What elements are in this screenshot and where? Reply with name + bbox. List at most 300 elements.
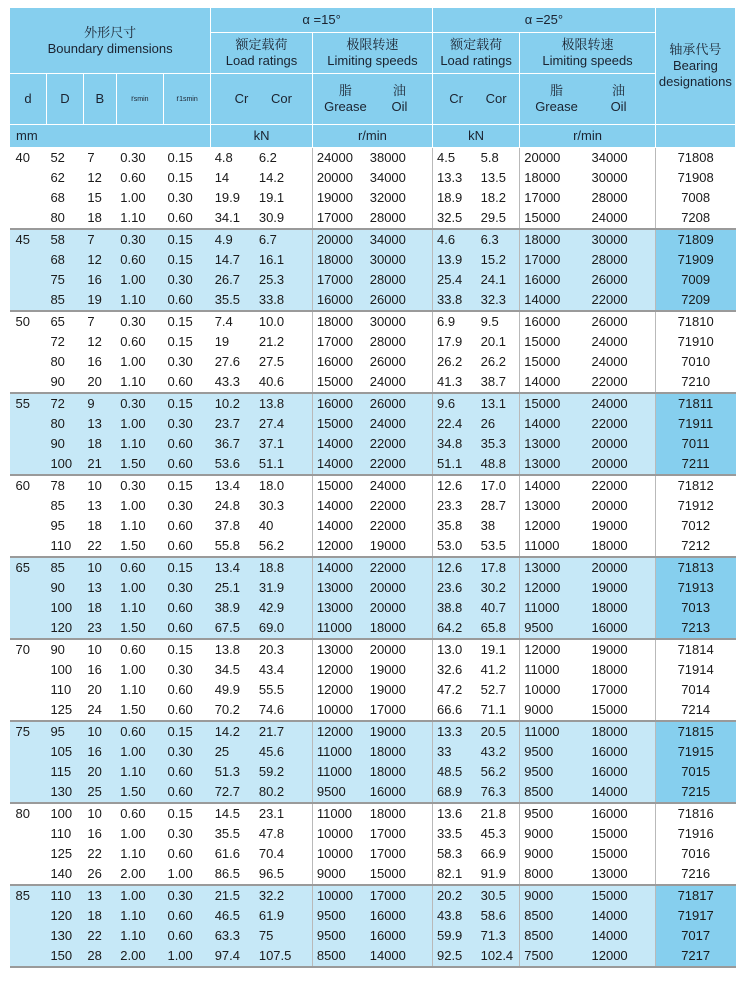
cell-oil25: 17000 (588, 680, 656, 700)
cell-cr25: 4.5 (432, 148, 476, 169)
cell-cr25: 20.2 (432, 885, 476, 906)
cell-oil25: 20000 (588, 454, 656, 475)
cell-bore-d (10, 864, 47, 885)
cell-cr25: 13.3 (432, 721, 476, 742)
cell-cor25: 20.1 (477, 332, 520, 352)
cell-oil15: 30000 (366, 250, 433, 270)
cell-cr25: 34.8 (432, 434, 476, 454)
speed-en-label: Limiting speeds (542, 53, 633, 68)
cell-designation: 7008 (655, 188, 735, 208)
cell-cor25: 13.5 (477, 168, 520, 188)
cell-oil15: 19000 (366, 680, 433, 700)
cell-cr15: 14.2 (211, 721, 255, 742)
cell-r: 1.10 (116, 434, 163, 454)
cell-cr25: 18.9 (432, 188, 476, 208)
cell-bore-d (10, 454, 47, 475)
cell-oil15: 28000 (366, 332, 433, 352)
cell-designation: 71911 (655, 414, 735, 434)
cell-bore-d (10, 496, 47, 516)
cell-cor25: 17.0 (477, 475, 520, 496)
limiting-speeds-15-header (312, 33, 432, 74)
cell-B: 20 (83, 372, 116, 393)
cell-designation: 71914 (655, 660, 735, 680)
cell-cor15: 59.2 (255, 762, 313, 782)
cell-grease25: 11000 (520, 598, 588, 618)
cell-bore-d (10, 946, 47, 967)
cell-cor25: 18.2 (477, 188, 520, 208)
cell-oil15: 19000 (366, 721, 433, 742)
cell-oil15: 22000 (366, 454, 433, 475)
cell-grease15: 10000 (312, 700, 365, 721)
cell-oil25: 24000 (588, 332, 656, 352)
cell-cor15: 10.0 (255, 311, 313, 332)
cell-grease15: 14000 (312, 496, 365, 516)
cell-oil25: 24000 (588, 352, 656, 372)
cell-bore-d: 70 (10, 639, 47, 660)
cr-label: Cr (449, 91, 463, 106)
cell-oil15: 19000 (366, 660, 433, 680)
grease-en-label: Grease (535, 99, 578, 114)
table-row (10, 311, 736, 332)
cell-grease15: 17000 (312, 270, 365, 290)
cell-cr25: 32.6 (432, 660, 476, 680)
cell-designation: 71815 (655, 721, 735, 742)
cell-designation: 71814 (655, 639, 735, 660)
cell-bore-d (10, 250, 47, 270)
grease-cn-label: 脂 (338, 83, 352, 98)
cell-grease25: 9500 (520, 618, 588, 639)
boundary-dimensions-header (10, 8, 211, 74)
cell-D: 120 (46, 618, 83, 639)
cell-bore-d (10, 208, 47, 229)
cell-D: 85 (46, 557, 83, 578)
cell-r: 1.50 (116, 700, 163, 721)
cell-cor25: 26.2 (477, 352, 520, 372)
cell-oil25: 15000 (588, 700, 656, 721)
cell-bore-d (10, 742, 47, 762)
cell-cr15: 14.7 (211, 250, 255, 270)
cell-bore-d: 60 (10, 475, 47, 496)
cell-r1: 0.60 (163, 372, 210, 393)
table-row (10, 270, 736, 290)
cell-r1: 0.60 (163, 762, 210, 782)
cell-r1: 0.30 (163, 496, 210, 516)
cell-cr15: 13.4 (211, 475, 255, 496)
cell-grease15: 11000 (312, 742, 365, 762)
cell-cor15: 32.2 (255, 885, 313, 906)
cell-r1: 0.60 (163, 208, 210, 229)
cell-bore-d (10, 536, 47, 557)
cell-r: 0.30 (116, 475, 163, 496)
unit-designation-empty (655, 125, 735, 148)
cell-cor25: 71.3 (477, 926, 520, 946)
cell-grease25: 11000 (520, 721, 588, 742)
cell-grease25: 14000 (520, 290, 588, 311)
cr-label: Cr (234, 91, 249, 106)
cell-cor15: 18.0 (255, 475, 313, 496)
cell-cor25: 53.5 (477, 536, 520, 557)
cell-oil15: 22000 (366, 557, 433, 578)
table-row (10, 454, 736, 475)
cell-designation: 7217 (655, 946, 735, 967)
cell-r: 1.10 (116, 290, 163, 311)
cell-designation: 71908 (655, 168, 735, 188)
cell-oil25: 22000 (588, 290, 656, 311)
cell-grease15: 9500 (312, 782, 365, 803)
grease-oil-25-header (520, 74, 656, 125)
cell-cor15: 56.2 (255, 536, 313, 557)
cell-oil25: 22000 (588, 414, 656, 434)
cell-r: 1.50 (116, 454, 163, 475)
cell-designation: 7009 (655, 270, 735, 290)
cell-designation: 7016 (655, 844, 735, 864)
cell-bore-d (10, 372, 47, 393)
table-row (10, 434, 736, 454)
table-row (10, 782, 736, 803)
cell-oil15: 26000 (366, 290, 433, 311)
table-header (10, 8, 736, 148)
cell-r1: 0.60 (163, 680, 210, 700)
cell-designation: 7012 (655, 516, 735, 536)
cell-D: 140 (46, 864, 83, 885)
cell-oil15: 24000 (366, 372, 433, 393)
cell-B: 20 (83, 762, 116, 782)
cell-grease15: 14000 (312, 454, 365, 475)
table-row (10, 516, 736, 536)
cell-cor25: 6.3 (477, 229, 520, 250)
cell-cr25: 53.0 (432, 536, 476, 557)
cell-designation: 71917 (655, 906, 735, 926)
cell-grease15: 19000 (312, 188, 365, 208)
cor-label: Cor (271, 91, 292, 106)
cell-cr15: 25 (211, 742, 255, 762)
cell-r1: 0.15 (163, 148, 210, 169)
cell-grease25: 13000 (520, 454, 588, 475)
cell-B: 26 (83, 864, 116, 885)
cell-r: 2.00 (116, 946, 163, 967)
cell-oil15: 17000 (366, 885, 433, 906)
speed-cn-label: 极限转速 (346, 37, 399, 52)
cell-grease15: 10000 (312, 885, 365, 906)
cell-cor15: 27.4 (255, 414, 313, 434)
cell-grease15: 12000 (312, 680, 365, 700)
cell-grease15: 8500 (312, 946, 365, 967)
grease-en-label: Grease (324, 99, 367, 114)
cell-D: 100 (46, 660, 83, 680)
cell-oil15: 24000 (366, 475, 433, 496)
cell-oil25: 19000 (588, 578, 656, 598)
cell-designation: 71808 (655, 148, 735, 169)
cell-r1: 0.30 (163, 270, 210, 290)
cell-r1: 0.60 (163, 782, 210, 803)
cell-r: 0.60 (116, 557, 163, 578)
cell-oil15: 16000 (366, 782, 433, 803)
cell-bore-d (10, 906, 47, 926)
cell-oil15: 18000 (366, 618, 433, 639)
cell-bore-d (10, 290, 47, 311)
cell-oil25: 16000 (588, 803, 656, 824)
cell-B: 16 (83, 352, 116, 372)
cell-cr15: 34.5 (211, 660, 255, 680)
cell-r: 1.00 (116, 188, 163, 208)
cell-B: 7 (83, 229, 116, 250)
cell-cr25: 58.3 (432, 844, 476, 864)
table-row (10, 742, 736, 762)
cell-D: 125 (46, 844, 83, 864)
cell-r1: 0.30 (163, 352, 210, 372)
bore-group-65 (10, 557, 736, 639)
cell-cor25: 76.3 (477, 782, 520, 803)
cell-cor15: 21.2 (255, 332, 313, 352)
cell-oil15: 20000 (366, 598, 433, 618)
cell-cor15: 80.2 (255, 782, 313, 803)
cell-cr15: 51.3 (211, 762, 255, 782)
cell-cor25: 13.1 (477, 393, 520, 414)
cell-oil15: 30000 (366, 311, 433, 332)
cell-D: 85 (46, 290, 83, 311)
cell-oil25: 24000 (588, 208, 656, 229)
cell-cor25: 45.3 (477, 824, 520, 844)
cell-oil25: 20000 (588, 557, 656, 578)
cell-oil25: 34000 (588, 148, 656, 169)
cell-cr15: 7.4 (211, 311, 255, 332)
cell-cr15: 26.7 (211, 270, 255, 290)
table-row (10, 700, 736, 721)
cell-r1: 0.15 (163, 475, 210, 496)
cell-cr15: 14 (211, 168, 255, 188)
cell-grease15: 15000 (312, 372, 365, 393)
cell-grease25: 13000 (520, 434, 588, 454)
cell-r: 0.30 (116, 148, 163, 169)
cell-cr25: 38.8 (432, 598, 476, 618)
cell-D: 125 (46, 700, 83, 721)
cell-cr15: 4.8 (211, 148, 255, 169)
cell-D: 110 (46, 680, 83, 700)
cell-grease15: 15000 (312, 475, 365, 496)
cell-oil25: 28000 (588, 250, 656, 270)
cell-D: 72 (46, 393, 83, 414)
table-row (10, 680, 736, 700)
cell-grease15: 14000 (312, 434, 365, 454)
bore-group-40 (10, 148, 736, 230)
cell-r: 1.10 (116, 762, 163, 782)
cell-r1: 0.15 (163, 639, 210, 660)
cell-designation: 71909 (655, 250, 735, 270)
cell-cor15: 20.3 (255, 639, 313, 660)
cell-bore-d: 55 (10, 393, 47, 414)
cell-cor15: 19.1 (255, 188, 313, 208)
cell-cr25: 32.5 (432, 208, 476, 229)
cell-grease25: 9000 (520, 824, 588, 844)
cell-designation: 71809 (655, 229, 735, 250)
cell-bore-d (10, 270, 47, 290)
cell-cor25: 35.3 (477, 434, 520, 454)
cell-oil15: 34000 (366, 229, 433, 250)
cell-oil25: 15000 (588, 844, 656, 864)
cell-cr25: 43.8 (432, 906, 476, 926)
cell-designation: 7017 (655, 926, 735, 946)
cell-grease15: 13000 (312, 598, 365, 618)
cell-r1: 0.15 (163, 250, 210, 270)
cell-D: 52 (46, 148, 83, 169)
cell-oil25: 14000 (588, 906, 656, 926)
cell-oil15: 22000 (366, 434, 433, 454)
cell-D: 115 (46, 762, 83, 782)
table-row (10, 803, 736, 824)
load-ratings-15-header (211, 33, 313, 74)
table-row (10, 536, 736, 557)
cell-cr15: 97.4 (211, 946, 255, 967)
cell-grease15: 12000 (312, 660, 365, 680)
cell-grease25: 12000 (520, 578, 588, 598)
cell-r: 0.30 (116, 229, 163, 250)
cell-grease25: 15000 (520, 352, 588, 372)
cell-cr25: 66.6 (432, 700, 476, 721)
cell-oil25: 15000 (588, 885, 656, 906)
cell-grease15: 18000 (312, 250, 365, 270)
cell-grease25: 9500 (520, 762, 588, 782)
table-row (10, 372, 736, 393)
cell-bore-d (10, 352, 47, 372)
cell-r1: 0.30 (163, 742, 210, 762)
cell-designation: 7211 (655, 454, 735, 475)
cell-designation: 7213 (655, 618, 735, 639)
grease-cn-label: 脂 (550, 83, 564, 98)
cell-grease25: 12000 (520, 516, 588, 536)
cell-cr25: 23.3 (432, 496, 476, 516)
cell-oil15: 14000 (366, 946, 433, 967)
table-row (10, 639, 736, 660)
col-d-header: d (10, 74, 47, 125)
unit-mm-header: mm (10, 125, 211, 148)
cell-cor15: 42.9 (255, 598, 313, 618)
bore-group-45 (10, 229, 736, 311)
cell-oil15: 32000 (366, 188, 433, 208)
cell-oil25: 19000 (588, 516, 656, 536)
cell-r: 0.60 (116, 639, 163, 660)
cell-oil15: 17000 (366, 824, 433, 844)
cell-r1: 0.15 (163, 168, 210, 188)
cell-oil25: 30000 (588, 229, 656, 250)
cell-cr15: 23.7 (211, 414, 255, 434)
cell-r: 0.60 (116, 803, 163, 824)
cell-cr15: 49.9 (211, 680, 255, 700)
cell-grease15: 16000 (312, 290, 365, 311)
cell-cor15: 6.7 (255, 229, 313, 250)
cell-cor25: 38 (477, 516, 520, 536)
cell-r: 1.00 (116, 885, 163, 906)
cell-D: 75 (46, 270, 83, 290)
cell-cor25: 19.1 (477, 639, 520, 660)
cell-cor15: 30.9 (255, 208, 313, 229)
cell-bore-d (10, 434, 47, 454)
cell-cor15: 55.5 (255, 680, 313, 700)
cell-oil15: 22000 (366, 516, 433, 536)
unit-kn-25-header: kN (432, 125, 519, 148)
table-row (10, 475, 736, 496)
cell-oil25: 26000 (588, 311, 656, 332)
cell-designation: 71811 (655, 393, 735, 414)
cell-bore-d (10, 516, 47, 536)
designation-en-label: Bearing designations (658, 58, 732, 89)
cell-D: 95 (46, 721, 83, 742)
cell-cor15: 31.9 (255, 578, 313, 598)
cell-grease25: 17000 (520, 188, 588, 208)
table-row (10, 352, 736, 372)
cell-r: 1.10 (116, 208, 163, 229)
table-row (10, 762, 736, 782)
cell-cor15: 33.8 (255, 290, 313, 311)
cell-cor25: 38.7 (477, 372, 520, 393)
bore-group-75 (10, 721, 736, 803)
table-row (10, 148, 736, 169)
cell-oil25: 15000 (588, 824, 656, 844)
cell-grease25: 9500 (520, 803, 588, 824)
cell-oil25: 16000 (588, 618, 656, 639)
cell-cor25: 58.6 (477, 906, 520, 926)
cell-D: 95 (46, 516, 83, 536)
cell-cr25: 23.6 (432, 578, 476, 598)
cell-grease25: 14000 (520, 414, 588, 434)
cell-B: 10 (83, 803, 116, 824)
cell-grease15: 11000 (312, 618, 365, 639)
cell-cor15: 43.4 (255, 660, 313, 680)
cell-B: 22 (83, 536, 116, 557)
cell-D: 58 (46, 229, 83, 250)
cell-cr25: 33 (432, 742, 476, 762)
cell-cr25: 4.6 (432, 229, 476, 250)
cell-D: 65 (46, 311, 83, 332)
cell-r: 0.30 (116, 311, 163, 332)
cell-cr25: 47.2 (432, 680, 476, 700)
cell-bore-d: 45 (10, 229, 47, 250)
cell-bore-d (10, 188, 47, 208)
cell-grease25: 16000 (520, 270, 588, 290)
cell-r1: 0.60 (163, 290, 210, 311)
table-row (10, 496, 736, 516)
cell-r1: 0.60 (163, 516, 210, 536)
cell-r1: 0.30 (163, 660, 210, 680)
cell-designation: 7214 (655, 700, 735, 721)
cell-cr25: 13.3 (432, 168, 476, 188)
cell-cr15: 55.8 (211, 536, 255, 557)
col-r1-header (163, 74, 210, 125)
cell-grease15: 17000 (312, 332, 365, 352)
cell-cr25: 9.6 (432, 393, 476, 414)
cell-cr25: 92.5 (432, 946, 476, 967)
unit-rmin-25-header: r/min (520, 125, 656, 148)
cell-D: 90 (46, 639, 83, 660)
cell-oil15: 16000 (366, 926, 433, 946)
cell-bore-d (10, 782, 47, 803)
cell-B: 22 (83, 926, 116, 946)
cell-cr15: 53.6 (211, 454, 255, 475)
cell-B: 24 (83, 700, 116, 721)
cell-B: 9 (83, 393, 116, 414)
cell-grease25: 9500 (520, 742, 588, 762)
cell-r: 1.00 (116, 578, 163, 598)
cell-cr25: 59.9 (432, 926, 476, 946)
cell-cor25: 30.5 (477, 885, 520, 906)
cell-cr25: 82.1 (432, 864, 476, 885)
cell-cor15: 25.3 (255, 270, 313, 290)
cell-grease25: 8500 (520, 782, 588, 803)
cell-grease15: 20000 (312, 229, 365, 250)
cell-cr15: 25.1 (211, 578, 255, 598)
cell-grease15: 15000 (312, 414, 365, 434)
cell-grease15: 17000 (312, 208, 365, 229)
cell-cr15: 67.5 (211, 618, 255, 639)
